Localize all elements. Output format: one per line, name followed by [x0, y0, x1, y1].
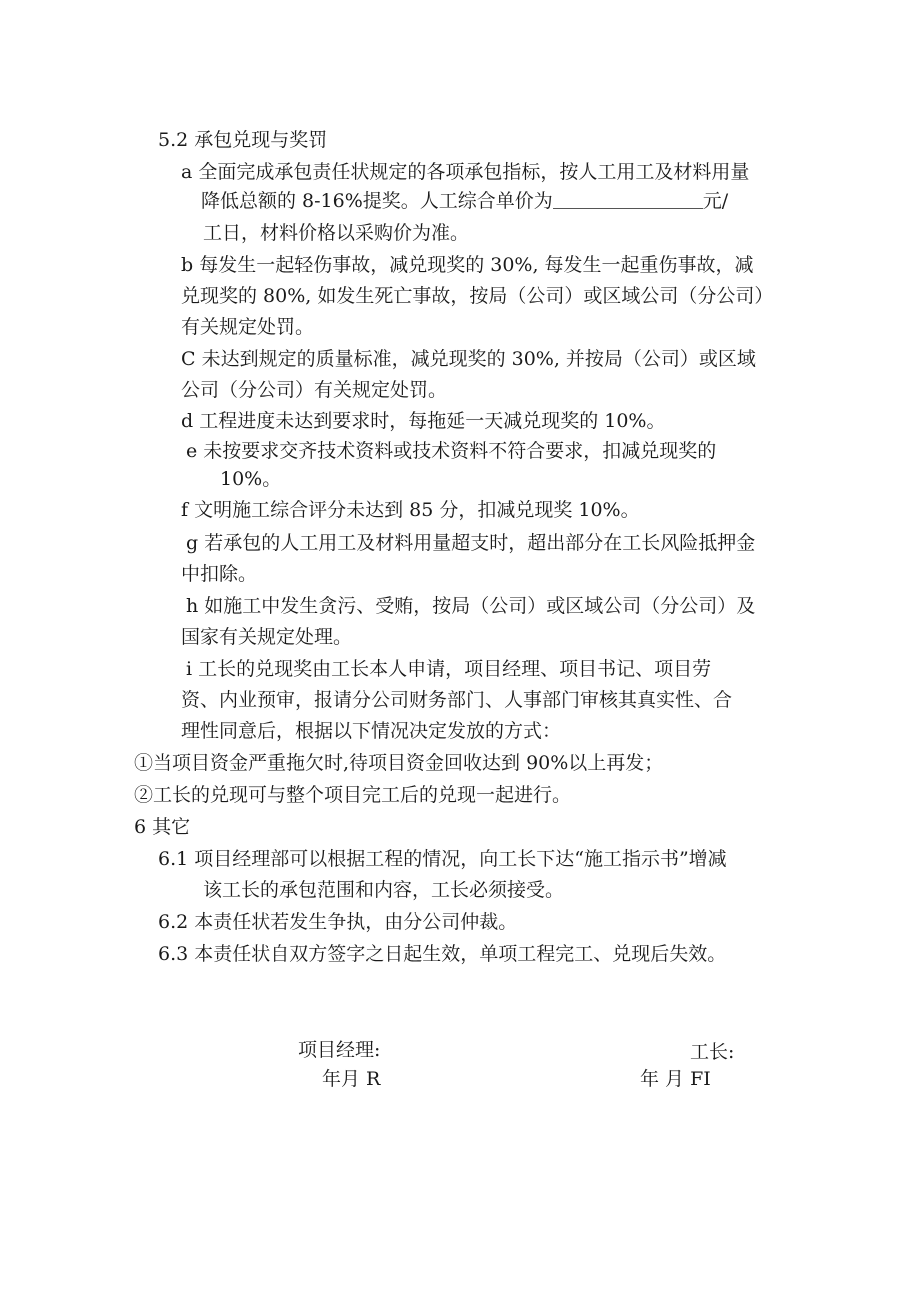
payout-option-1: ①当项目资金严重拖欠时,待项目资金回收达到 90%以上再发； — [134, 752, 664, 774]
clause-b-line1: b 每发生一起轻伤事故，减兑现奖的 30%, 每发生一起重伤事故，减 — [181, 254, 754, 276]
clause-e-line2: 10%。 — [220, 468, 282, 490]
clause-d-line1: d 工程进度未达到要求时，每拖延一天减兑现奖的 10%。 — [181, 410, 666, 432]
clause-6-1-line1: 6.1 项目经理部可以根据工程的情况，向工长下达“施工指示书”增减 — [158, 848, 727, 870]
clause-b-line3: 有关规定处罚。 — [181, 316, 315, 338]
clause-h-line1: h 如施工中发生贪污、受贿，按局（公司）或区域公司（分公司）及 — [186, 595, 756, 617]
clause-a-line2-text: 降低总额的 8-16%提奖。人工综合单价为 — [201, 190, 553, 212]
clause-b-line2: 兑现奖的 80%, 如发生死亡事故，按局（公司）或区域公司（分公司） — [181, 285, 774, 307]
clause-c-line2: 公司（分公司）有关规定处罚。 — [181, 379, 448, 401]
manager-signature-label: 项目经理: — [298, 1039, 381, 1061]
clause-a-line2-unit: 元/ — [702, 190, 729, 212]
unit-price-blank — [553, 190, 703, 209]
clause-a-line1: a 全面完成承包责任状规定的各项承包指标，按人工用工及材料用量 — [181, 161, 750, 183]
clause-g-line2: 中扣除。 — [181, 563, 258, 585]
clause-a-line2 — [201, 188, 728, 214]
payout-option-2: ②工长的兑现可与整个项目完工后的兑现一起进行。 — [134, 784, 572, 806]
clause-c-line1: C 未达到规定的质量标准，减兑现奖的 30%, 并按局（公司）或区域 — [181, 348, 756, 370]
clause-f-line1: f 文明施工综合评分未达到 85 分，扣减兑现奖 10%。 — [181, 499, 640, 521]
clause-6-1-line2: 该工长的承包范围和内容，工长必须接受。 — [203, 879, 565, 901]
section-6-heading: 6 其它 — [134, 816, 191, 838]
clause-e-line1: e 未按要求交齐技术资料或技术资料不符合要求，扣减兑现奖的 — [186, 440, 717, 462]
manager-signature-date: 年月 R — [322, 1068, 381, 1090]
section-5-2-heading: 5.2 承包兑现与奖罚 — [158, 129, 328, 151]
clause-6-3: 6.3 本责任状自双方签字之日起生效，单项工程完工、兑现后失效。 — [158, 943, 727, 965]
clause-h-line2: 国家有关规定处理。 — [181, 626, 353, 648]
clause-g-line1: g 若承包的人工用工及材料用量超支时，超出部分在工长风险抵押金 — [186, 532, 756, 554]
clause-i-line3: 理性同意后，根据以下情况决定发放的方式： — [181, 720, 562, 742]
clause-i-line1: i 工长的兑现奖由工长本人申请，项目经理、项目书记、项目劳 — [186, 658, 712, 680]
clause-6-2: 6.2 本责任状若发生争执，由分公司仲裁。 — [158, 911, 518, 933]
clause-i-line2: 资、内业预审，报请分公司财务部门、人事部门审核其真实性、合 — [181, 689, 733, 711]
clause-a-line3: 工日，材料价格以采购价为准。 — [203, 222, 470, 244]
foreman-signature-label: 工长: — [690, 1041, 735, 1063]
foreman-signature-date: 年 月 FI — [640, 1068, 711, 1090]
